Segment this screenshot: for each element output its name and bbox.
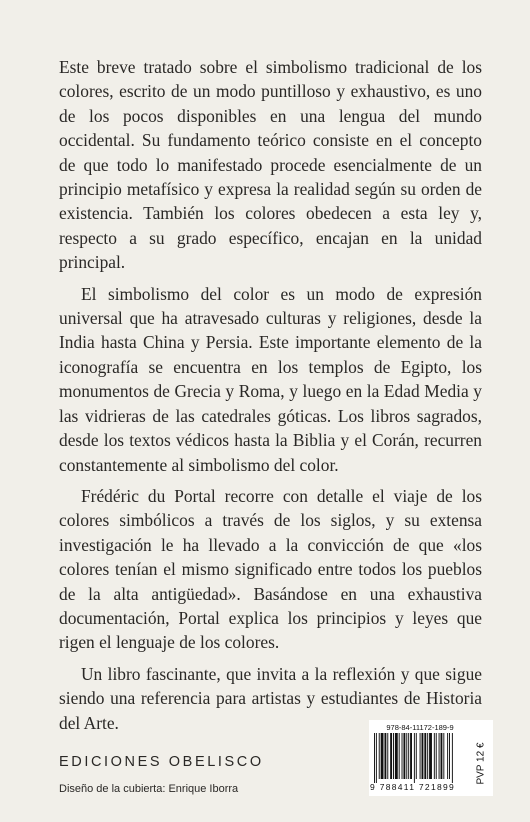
cover-design-credit: Diseño de la cubierta: Enrique Iborra [59, 783, 239, 795]
blurb-paragraph-2: El simbolismo del color es un modo de expresión universal que ha atravesado culturas y religiones, desde la India hasta China y Persia. Este importante elemento de la iconografía se encuentra en los templos de Egipto, los monumentos de Grecia y Roma, y luego en la Edad Media y las vidrieras de las catedrales góticas. Los libros sagrados, desde los textos védicos hasta la Biblia y el Corán, recurren constantemente al simbolismo del color. [59, 283, 482, 475]
back-cover-blurb [59, 55, 482, 735]
barcode-icon [373, 733, 467, 783]
barcode-block [369, 720, 493, 796]
isbn-number: 978-84-11172-189-9 [386, 723, 454, 732]
blurb-paragraph-3: Frédéric du Portal recorre con detalle el viaje de los colores simbólicos a través de los siglos, y su extensa investigación le ha llevado a la convicción de que «los colores tenían el mismo significado entre todos los pueblos de la alta antigüedad». Basándose en una exhaustiva documentación, Portal explica los principios y leyes que rigen el lenguaje de los colores. [59, 485, 482, 653]
publisher-name: EDICIONES OBELISCO [59, 754, 264, 770]
blurb-paragraph-1: Este breve tratado sobre el simbolismo tradicional de los colores, escrito de un modo puntilloso y exhaustivo, es uno de los pocos disponibles en una lengua del mundo occidental. Su fundamento teórico consiste en el concepto de que todo lo manifestado procede esencialmente de un principio metafísico y expresa la realidad según su orden de existencia. También los colores obedecen a esta ley y, respecto a su grado específico, encajan en la unidad principal. [59, 57, 482, 273]
price-label: PVP 12 € [475, 742, 487, 785]
barcode-digits: 9 788411 721899 [370, 782, 456, 792]
blurb-paragraph-4: Un libro fascinante, que invita a la reflexión y que sigue siendo una referencia para artistas y estudiantes de Historia del Arte. [59, 663, 482, 733]
